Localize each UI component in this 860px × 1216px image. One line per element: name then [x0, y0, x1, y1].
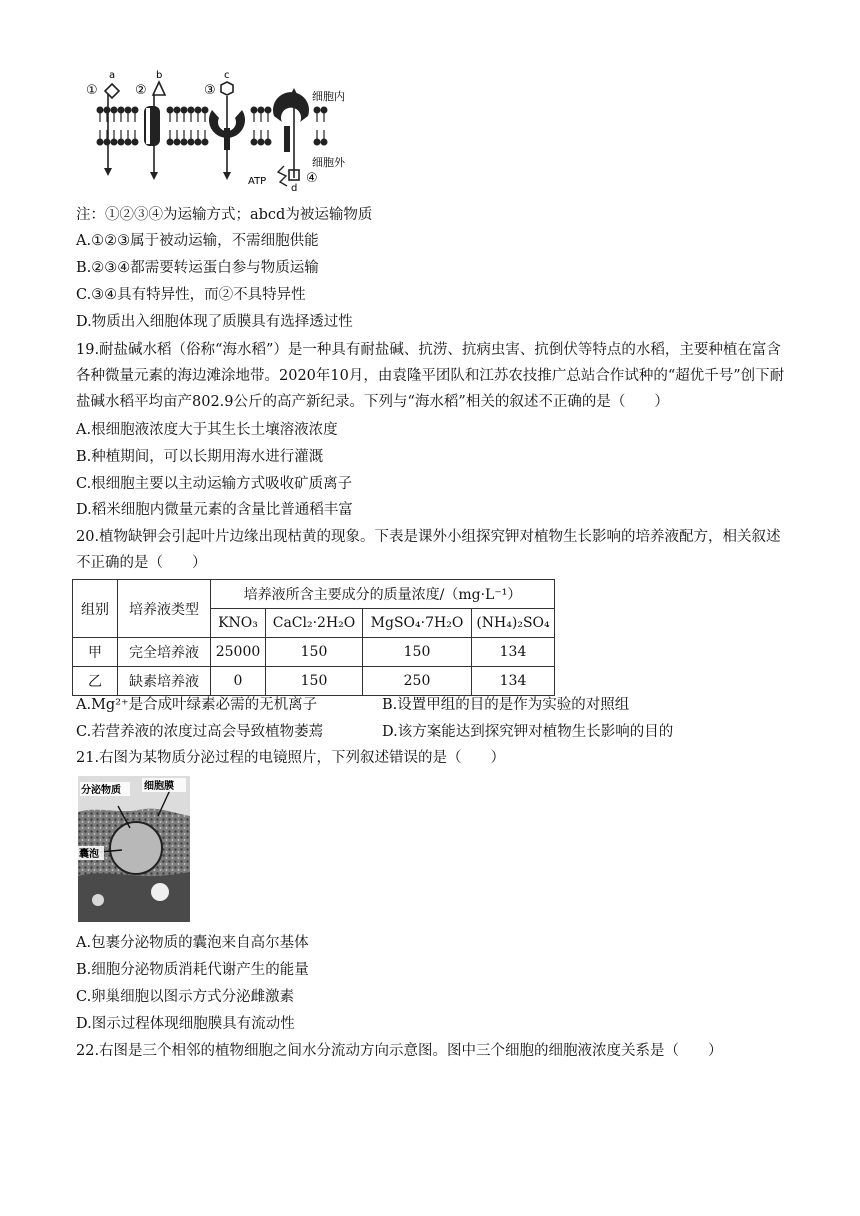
- phospholipid-head: [125, 107, 131, 113]
- q18-option-d: D.物质出入细胞体现了质膜具有选择透过性: [76, 314, 353, 330]
- q18-option-c: C.③④具有特异性，而②不具特异性: [76, 287, 306, 303]
- nutrient-table: [72, 579, 555, 696]
- phospholipid-head: [258, 139, 264, 145]
- table-row: [73, 638, 555, 667]
- substance-c-hexagon: [221, 82, 233, 95]
- table-header-type: 培养液类型: [118, 580, 211, 638]
- phospholipid-head: [174, 139, 180, 145]
- phospholipid-head: [97, 139, 103, 145]
- q19-option-a: A.根细胞液浓度大于其生长土壤溶液浓度: [76, 422, 338, 438]
- q19-stem: 19.耐盐碱水稻（俗称“海水稻”）是一种具有耐盐碱、抗涝、抗病虫害、抗倒伏等特点的水稻，主要种植在富含各种微量元素的海边滩涂地带。2020年10月，由袁隆平团队和江苏农技推广总站合作试种的“超优千号”创下耐盐碱水稻平均亩产802.9公斤的高产新纪录。下列与“海水稻”相关的叙述不正确的是（ ）: [76, 342, 785, 410]
- phospholipid-head: [104, 107, 110, 113]
- substance-d-label: d: [291, 183, 298, 194]
- table-cell: 甲: [73, 638, 118, 667]
- phospholipid-head: [132, 107, 138, 113]
- q19-option-d: D.稻米细胞内微量元素的含量比普通稻丰富: [76, 502, 353, 518]
- label-secretion: 分泌物质: [81, 785, 121, 796]
- q19-option-b: B.种植期间，可以长期用海水进行灌溉: [76, 449, 324, 465]
- phospholipid-head: [188, 139, 194, 145]
- label-membrane: 细胞膜: [144, 781, 174, 792]
- micrograph-image: [78, 776, 190, 922]
- phospholipid-head: [321, 107, 327, 113]
- substance-a-diamond: [105, 84, 119, 98]
- table-col-nh4so4: (NH₄)₂SO₄: [472, 609, 555, 638]
- q20-option-a: A.Mg²⁺是合成叶绿素必需的无机离子: [76, 697, 318, 713]
- q20-option-d: D.该方案能达到探究钾对植物生长影响的目的: [382, 724, 674, 740]
- table-cell: 缺素培养液: [118, 667, 211, 696]
- phospholipid-head: [188, 107, 194, 113]
- q19-option-c: C.根细胞主要以主动运输方式吸收矿质离子: [76, 476, 353, 492]
- table-cell: 134: [472, 667, 555, 696]
- phospholipid-head: [167, 139, 173, 145]
- label-outside: 细胞外: [312, 156, 345, 169]
- q21-option-c: C.卵巢细胞以图示方式分泌雌激素: [76, 989, 295, 1005]
- q22-stem: 22.右图是三个相邻的植物细胞之间水分流动方向示意图。图中三个细胞的细胞液浓度关系是（ ）: [76, 1043, 723, 1059]
- phospholipid-head: [104, 139, 110, 145]
- phospholipid-head: [251, 107, 257, 113]
- q20-option-c: C.若营养液的浓度过高会导致植物萎蔫: [76, 724, 324, 740]
- label-atp: ATP: [248, 176, 267, 187]
- q20-stem: 20.植物缺钾会引起叶片边缘出现枯黄的现象。下表是课外小组探究钾对植物生长影响的培养液配方，相关叙述不正确的是（ ）: [76, 529, 781, 571]
- q21-option-a: A.包裹分泌物质的囊泡来自高尔基体: [76, 935, 309, 951]
- phospholipid-head: [132, 139, 138, 145]
- phospholipid-head: [181, 139, 187, 145]
- table-cell: 150: [266, 638, 363, 667]
- phospholipid-head: [125, 139, 131, 145]
- table-cell: 25000: [211, 638, 266, 667]
- phospholipid-head: [202, 107, 208, 113]
- phospholipid-head: [202, 139, 208, 145]
- table-header-group: 组别: [73, 580, 118, 638]
- phospholipid-head: [195, 107, 201, 113]
- membrane-diagram: [84, 70, 364, 194]
- phospholipid-head: [118, 107, 124, 113]
- phospholipid-head: [251, 139, 257, 145]
- phospholipid-head: [321, 139, 327, 145]
- substance-b-label: b: [156, 70, 163, 81]
- phospholipid-head: [314, 107, 320, 113]
- q20-option-b: B.设置甲组的目的是作为实验的对照组: [382, 697, 630, 713]
- phospholipid-head: [195, 139, 201, 145]
- membrane-transport-figure: [84, 70, 364, 194]
- phospholipid-head: [314, 139, 320, 145]
- substance-c-label: c: [224, 70, 230, 81]
- q18-option-b: B.②③④都需要转运蛋白参与物质运输: [76, 260, 319, 276]
- vesicle-shape: [110, 822, 162, 874]
- phospholipid-head: [181, 107, 187, 113]
- label-inside: 细胞内: [312, 90, 345, 103]
- table-cell: 150: [266, 667, 363, 696]
- table-header-concentration: 培养液所含主要成分的质量浓度/（mg·L⁻¹）: [211, 580, 555, 609]
- table-cell: 250: [363, 667, 472, 696]
- mode-3: ③: [204, 83, 216, 98]
- q21-option-d: D.图示过程体现细胞膜具有流动性: [76, 1016, 295, 1032]
- table-row: [73, 667, 555, 696]
- table-cell: 150: [363, 638, 472, 667]
- table-cell: 完全培养液: [118, 638, 211, 667]
- phospholipid-head: [167, 107, 173, 113]
- phospholipid-head: [118, 139, 124, 145]
- label-vesicle: 囊泡: [79, 849, 99, 860]
- q21-option-b: B.细胞分泌物质消耗代谢产生的能量: [76, 962, 309, 978]
- micrograph-photo: [78, 776, 190, 922]
- table-cell: 134: [472, 638, 555, 667]
- table-cell: 乙: [73, 667, 118, 696]
- table-col-mgso4: MgSO₄·7H₂O: [363, 609, 472, 638]
- phospholipid-head: [265, 139, 271, 145]
- table-col-kno3: KNO₃: [211, 609, 266, 638]
- phospholipid-head: [174, 107, 180, 113]
- substance-b-triangle: [153, 82, 165, 95]
- carrier-protein-4: [273, 92, 309, 122]
- phospholipid-head: [97, 107, 103, 113]
- mode-1: ①: [86, 83, 98, 98]
- phospholipid-head: [111, 139, 117, 145]
- table-cell: 0: [211, 667, 266, 696]
- q18-note: 注：①②③④为运输方式；abcd为被运输物质: [76, 207, 373, 223]
- mode-2: ②: [135, 83, 147, 98]
- table-col-cacl2: CaCl₂·2H₂O: [266, 609, 363, 638]
- phospholipid-head: [265, 107, 271, 113]
- phospholipid-head: [111, 107, 117, 113]
- q21-stem: 21.右图为某物质分泌过程的电镜照片，下列叙述错误的是（ ）: [76, 750, 506, 766]
- mode-4: ④: [306, 171, 318, 186]
- phospholipid-head: [258, 107, 264, 113]
- substance-a-label: a: [109, 70, 116, 81]
- q18-option-a: A.①②③属于被动运输，不需细胞供能: [76, 233, 319, 249]
